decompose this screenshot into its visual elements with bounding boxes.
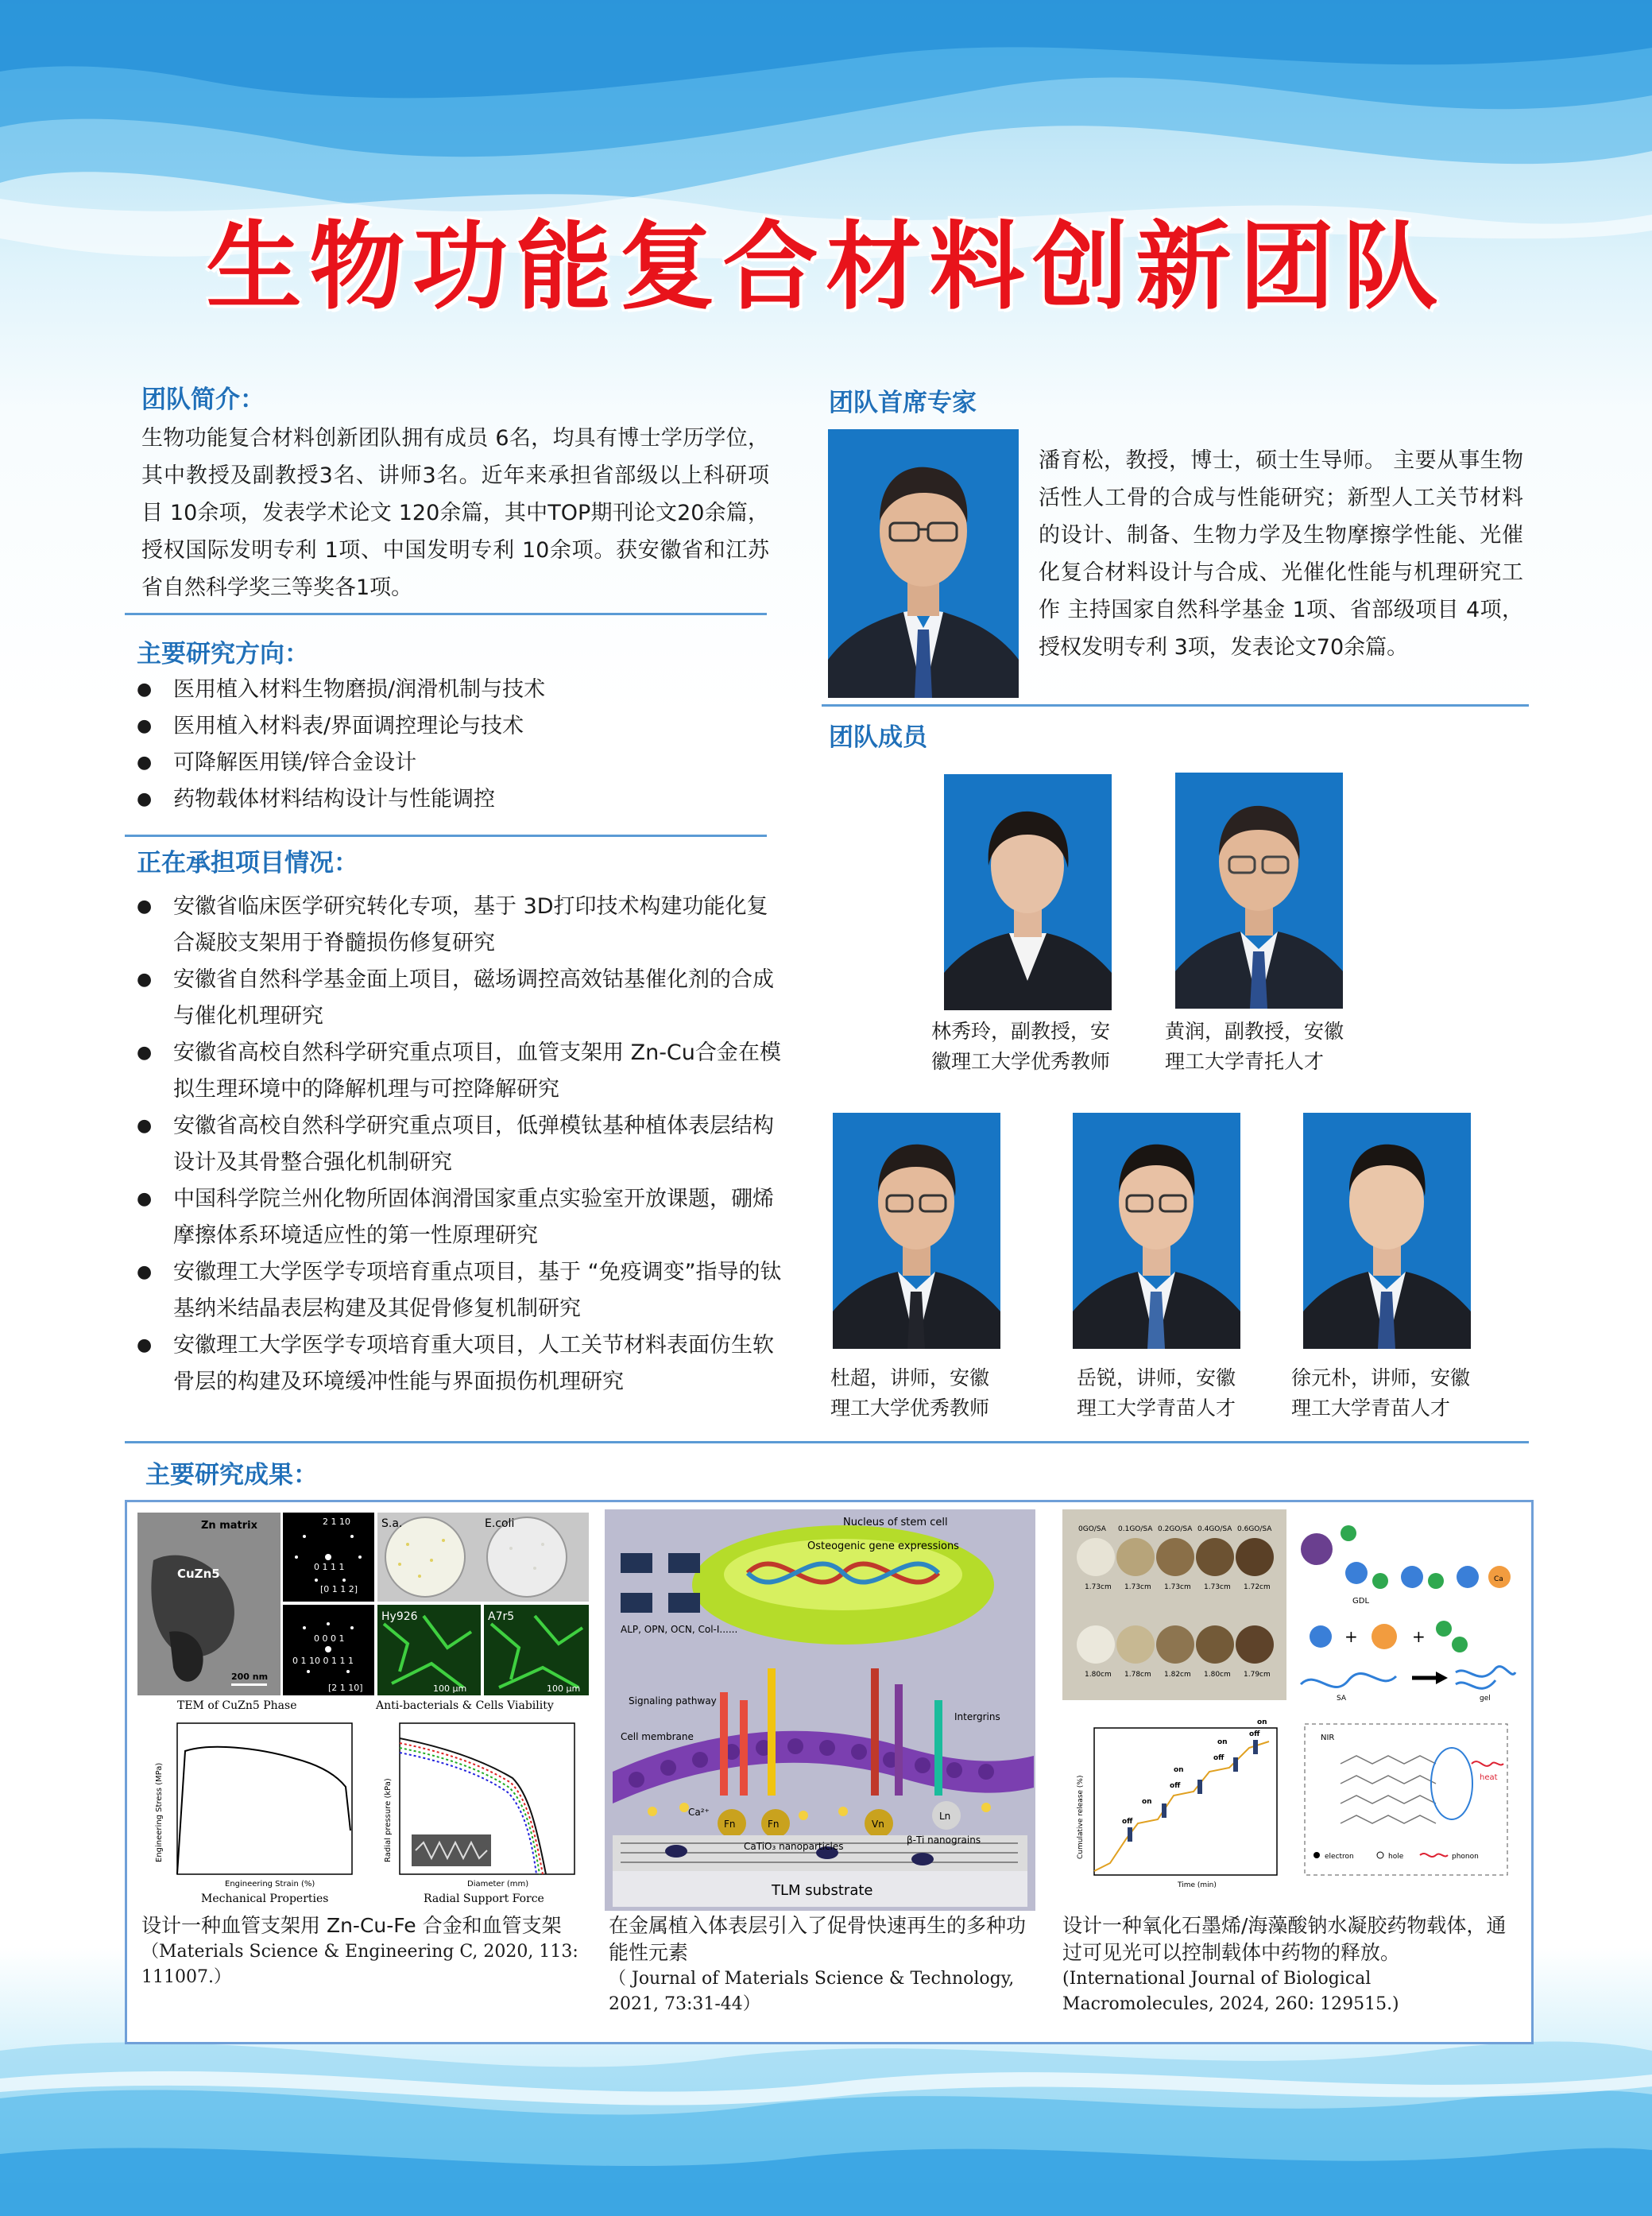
intro-heading: 团队简介： xyxy=(141,385,265,414)
svg-text:Intergrins: Intergrins xyxy=(954,1711,1000,1722)
svg-text:hole: hole xyxy=(1388,1853,1404,1861)
svg-text:0.2GO/SA: 0.2GO/SA xyxy=(1158,1525,1193,1533)
svg-text:on: on xyxy=(1217,1738,1228,1746)
svg-text:Diameter (mm): Diameter (mm) xyxy=(467,1880,529,1889)
list-item: ● 医用植入材料表/界面调控理论与技术 xyxy=(137,708,764,745)
svg-text:GDL: GDL xyxy=(1352,1597,1370,1606)
divider xyxy=(125,1441,1529,1443)
figure-caption: 设计一种氧化石墨烯/海藻酸钠水凝胶药物载体，通过可见光可以控制载体中药物的释放。 (International Journal of Biological Macromolecules, 2024, 260: 129515.) xyxy=(1062,1914,1507,2014)
svg-text:Ca²⁺: Ca²⁺ xyxy=(688,1807,710,1818)
svg-text:2 1 10: 2 1 10 xyxy=(323,1517,350,1527)
figure-implant-surface xyxy=(605,1509,1035,1911)
tem-label: Zn matrix xyxy=(201,1520,257,1532)
svg-text:Vn: Vn xyxy=(872,1819,884,1830)
svg-text:+: + xyxy=(1412,1627,1426,1646)
svg-text:electron: electron xyxy=(1325,1853,1354,1861)
divider xyxy=(822,704,1529,707)
svg-text:0GO/SA: 0GO/SA xyxy=(1078,1525,1106,1533)
svg-text:ALP, OPN, OCN, Col-I......: ALP, OPN, OCN, Col-I...... xyxy=(621,1624,738,1635)
member-caption: 岳锐，讲师，安徽 理工大学青苗人才 xyxy=(1077,1366,1236,1420)
svg-text:β-Ti nanograins: β-Ti nanograins xyxy=(907,1834,981,1846)
svg-text:off: off xyxy=(1213,1754,1224,1762)
svg-text:gel: gel xyxy=(1480,1695,1491,1703)
directions-heading: 主要研究方向： xyxy=(137,640,309,668)
svg-text:Osteogenic gene expressions: Osteogenic gene expressions xyxy=(807,1540,959,1552)
fig-sublabel: TEM of CuZn5 Phase xyxy=(177,1699,297,1712)
svg-text:NIR: NIR xyxy=(1321,1734,1335,1742)
tem-label: CuZn5 xyxy=(177,1567,220,1581)
svg-text:1.73cm: 1.73cm xyxy=(1085,1583,1112,1591)
svg-text:1.72cm: 1.72cm xyxy=(1244,1583,1271,1591)
projects-list xyxy=(137,889,788,1400)
svg-text:0 1 10 0 1 1 1: 0 1 10 0 1 1 1 xyxy=(292,1656,354,1666)
petri-label: S.a. xyxy=(381,1517,403,1530)
svg-text:Ca: Ca xyxy=(1494,1575,1503,1583)
figure-caption: 在金属植入体表层引入了促骨快速再生的多种功能性元素 （ Journal of Materials Science & Technology, 2021, 73:31-44） xyxy=(609,1914,1027,2014)
svg-text:[2 1 10]: [2 1 10] xyxy=(328,1683,363,1693)
list-item: ● 可降解医用镁/锌合金设计 xyxy=(137,745,764,781)
svg-text:SA: SA xyxy=(1337,1695,1347,1703)
svg-text:1.73cm: 1.73cm xyxy=(1124,1583,1151,1591)
svg-text:off: off xyxy=(1249,1730,1260,1738)
substrate-label: TLM substrate xyxy=(772,1882,873,1899)
chief-photo xyxy=(828,429,1019,698)
svg-text:0 1 1 1: 0 1 1 1 xyxy=(314,1562,345,1572)
svg-text:Engineering Strain (%): Engineering Strain (%) xyxy=(225,1880,315,1889)
svg-text:[0 1 1 2]: [0 1 1 2] xyxy=(320,1584,358,1594)
list-item: ● 安徽理工大学医学专项培育重点项目，基于 “免疫调变”指导的钛基纳米结晶表层构建及其促骨修复机制研究 xyxy=(137,1254,788,1327)
results-heading: 主要研究成果： xyxy=(145,1461,318,1490)
list-item: ● 安徽理工大学医学专项培育重大项目，人工关节材料表面仿生软骨层的构建及环境缓冲性能与界面损伤机理研究 xyxy=(137,1327,788,1400)
fig-sublabel: Radial Support Force xyxy=(424,1893,544,1905)
list-item: ● 医用植入材料生物磨损/润滑机制与技术 xyxy=(137,672,764,708)
figure-caption: 设计一种血管支架用 Zn-Cu-Fe 合金和血管支架 （Materials Science & Engineering C, 2020, 113: 111007.） xyxy=(141,1914,578,1987)
svg-text:Radial pressure (kPa): Radial pressure (kPa) xyxy=(384,1778,393,1862)
member-caption: 林秀玲，副教授，安 徽理工大学优秀教师 xyxy=(931,1020,1111,1073)
list-item: ● 安徽省高校自然科学研究重点项目，血管支架用 Zn-Cu合金在模拟生理环境中的降解机理与可控降解研究 xyxy=(137,1035,788,1108)
member-caption: 杜超，讲师，安徽 理工大学优秀教师 xyxy=(830,1366,990,1420)
list-item: ● 药物载体材料结构设计与性能调控 xyxy=(137,781,764,818)
divider xyxy=(125,613,767,615)
projects-heading: 正在承担项目情况： xyxy=(137,849,358,877)
tem-scale: 200 nm xyxy=(231,1672,269,1682)
svg-text:Signaling pathway: Signaling pathway xyxy=(629,1695,717,1707)
svg-text:on: on xyxy=(1142,1798,1152,1806)
svg-text:Fn: Fn xyxy=(724,1819,736,1830)
page-title: 生物功能复合材料创新团队 xyxy=(206,212,1446,323)
svg-text:Cumulative release (%): Cumulative release (%) xyxy=(1077,1775,1085,1859)
svg-text:Cell membrane: Cell membrane xyxy=(621,1731,694,1742)
list-item: ● 安徽省高校自然科学研究重点项目，低弹模钛基种植体表层结构设计及其骨整合强化机制研究 xyxy=(137,1108,788,1181)
list-item: ● 安徽省临床医学研究转化专项，基于 3D打印技术构建功能化复合凝胶支架用于脊髓损伤修复研究 xyxy=(137,889,788,962)
svg-text:0.1GO/SA: 0.1GO/SA xyxy=(1118,1525,1153,1533)
svg-text:1.78cm: 1.78cm xyxy=(1124,1671,1151,1679)
member-caption: 徐元朴，讲师，安徽 理工大学青苗人才 xyxy=(1291,1366,1471,1420)
cell-label: A7r5 xyxy=(488,1610,515,1623)
member-photo xyxy=(944,774,1112,1010)
list-item: ● 中国科学院兰州化物所固体润滑国家重点实验室开放课题，硼烯摩擦体系环境适应性的第一性原理研究 xyxy=(137,1181,788,1254)
svg-text:0.6GO/SA: 0.6GO/SA xyxy=(1237,1525,1272,1533)
member-photo xyxy=(1073,1113,1240,1349)
fig-sublabel: Anti-bacterials & Cells Viability xyxy=(376,1699,554,1712)
svg-text:CaTiO₃ nanoparticles: CaTiO₃ nanoparticles xyxy=(744,1841,844,1852)
svg-text:100 μm: 100 μm xyxy=(547,1683,581,1694)
svg-text:Time (min): Time (min) xyxy=(1178,1881,1217,1889)
member-photo xyxy=(833,1113,1000,1349)
svg-text:1.79cm: 1.79cm xyxy=(1244,1671,1271,1679)
figure-go-sa-hydrogel xyxy=(1062,1509,1519,1911)
svg-text:1.82cm: 1.82cm xyxy=(1164,1671,1191,1679)
svg-text:on: on xyxy=(1174,1766,1184,1774)
figure-zn-cu-fe-stent xyxy=(137,1513,589,1908)
svg-text:heat: heat xyxy=(1480,1773,1498,1782)
member-photo xyxy=(1303,1113,1471,1349)
svg-text:off: off xyxy=(1170,1782,1181,1790)
svg-text:Ln: Ln xyxy=(939,1811,951,1822)
divider xyxy=(125,835,767,837)
member-caption: 黄润，副教授，安徽 理工大学青托人才 xyxy=(1165,1020,1344,1073)
svg-text:on: on xyxy=(1257,1718,1267,1726)
svg-text:100 μm: 100 μm xyxy=(433,1683,467,1694)
fig-sublabel: Mechanical Properties xyxy=(201,1893,329,1905)
directions-list xyxy=(137,672,764,818)
intro-text: 生物功能复合材料创新团队拥有成员 6名，均具有博士学历学位，其中教授及副教授3名、讲师3名。近年来承担省部级以上科研项目 10余项，发表学术论文 120余篇，其中TOP期刊论文20余篇，授权国际发明专利 1项、中国发明专利 10余项。获安徽省和江苏省自然科学奖三等奖各1项。 xyxy=(141,426,769,600)
chief-text: 潘育松，教授，博士，硕士生导师。 主要从事生物活性人工骨的合成与性能研究；新型人工关节材料的设计、制备、生物力学及生物摩擦学性能、光催化复合材料设计与合成、光催化性能与机理研究工作 主持国家自然科学基金 1项、省部级项目 4项，授权发明专利 3项，发表论文70余篇。 xyxy=(1039,448,1523,660)
svg-text:1.80cm: 1.80cm xyxy=(1204,1671,1231,1679)
chief-heading: 团队首席专家 xyxy=(829,389,977,417)
svg-text:1.73cm: 1.73cm xyxy=(1204,1583,1231,1591)
svg-text:1.73cm: 1.73cm xyxy=(1164,1583,1191,1591)
member-photo xyxy=(1175,773,1343,1009)
list-item: ● 安徽省自然科学基金面上项目，磁场调控高效钴基催化剂的合成与催化机理研究 xyxy=(137,962,788,1035)
svg-text:1.80cm: 1.80cm xyxy=(1085,1671,1112,1679)
svg-text:Fn: Fn xyxy=(768,1819,780,1830)
svg-text:Nucleus of stem cell: Nucleus of stem cell xyxy=(843,1517,948,1528)
svg-text:Engineering Stress (MPa): Engineering Stress (MPa) xyxy=(155,1762,164,1862)
svg-text:phonon: phonon xyxy=(1452,1853,1479,1861)
svg-text:off: off xyxy=(1122,1818,1133,1826)
cell-label: Hy926 xyxy=(381,1610,418,1623)
petri-label: E.coli xyxy=(485,1517,515,1530)
svg-text:0.4GO/SA: 0.4GO/SA xyxy=(1197,1525,1232,1533)
svg-text:+: + xyxy=(1344,1627,1358,1646)
members-heading: 团队成员 xyxy=(829,723,927,752)
svg-text:0 0 0 1: 0 0 0 1 xyxy=(314,1633,345,1644)
